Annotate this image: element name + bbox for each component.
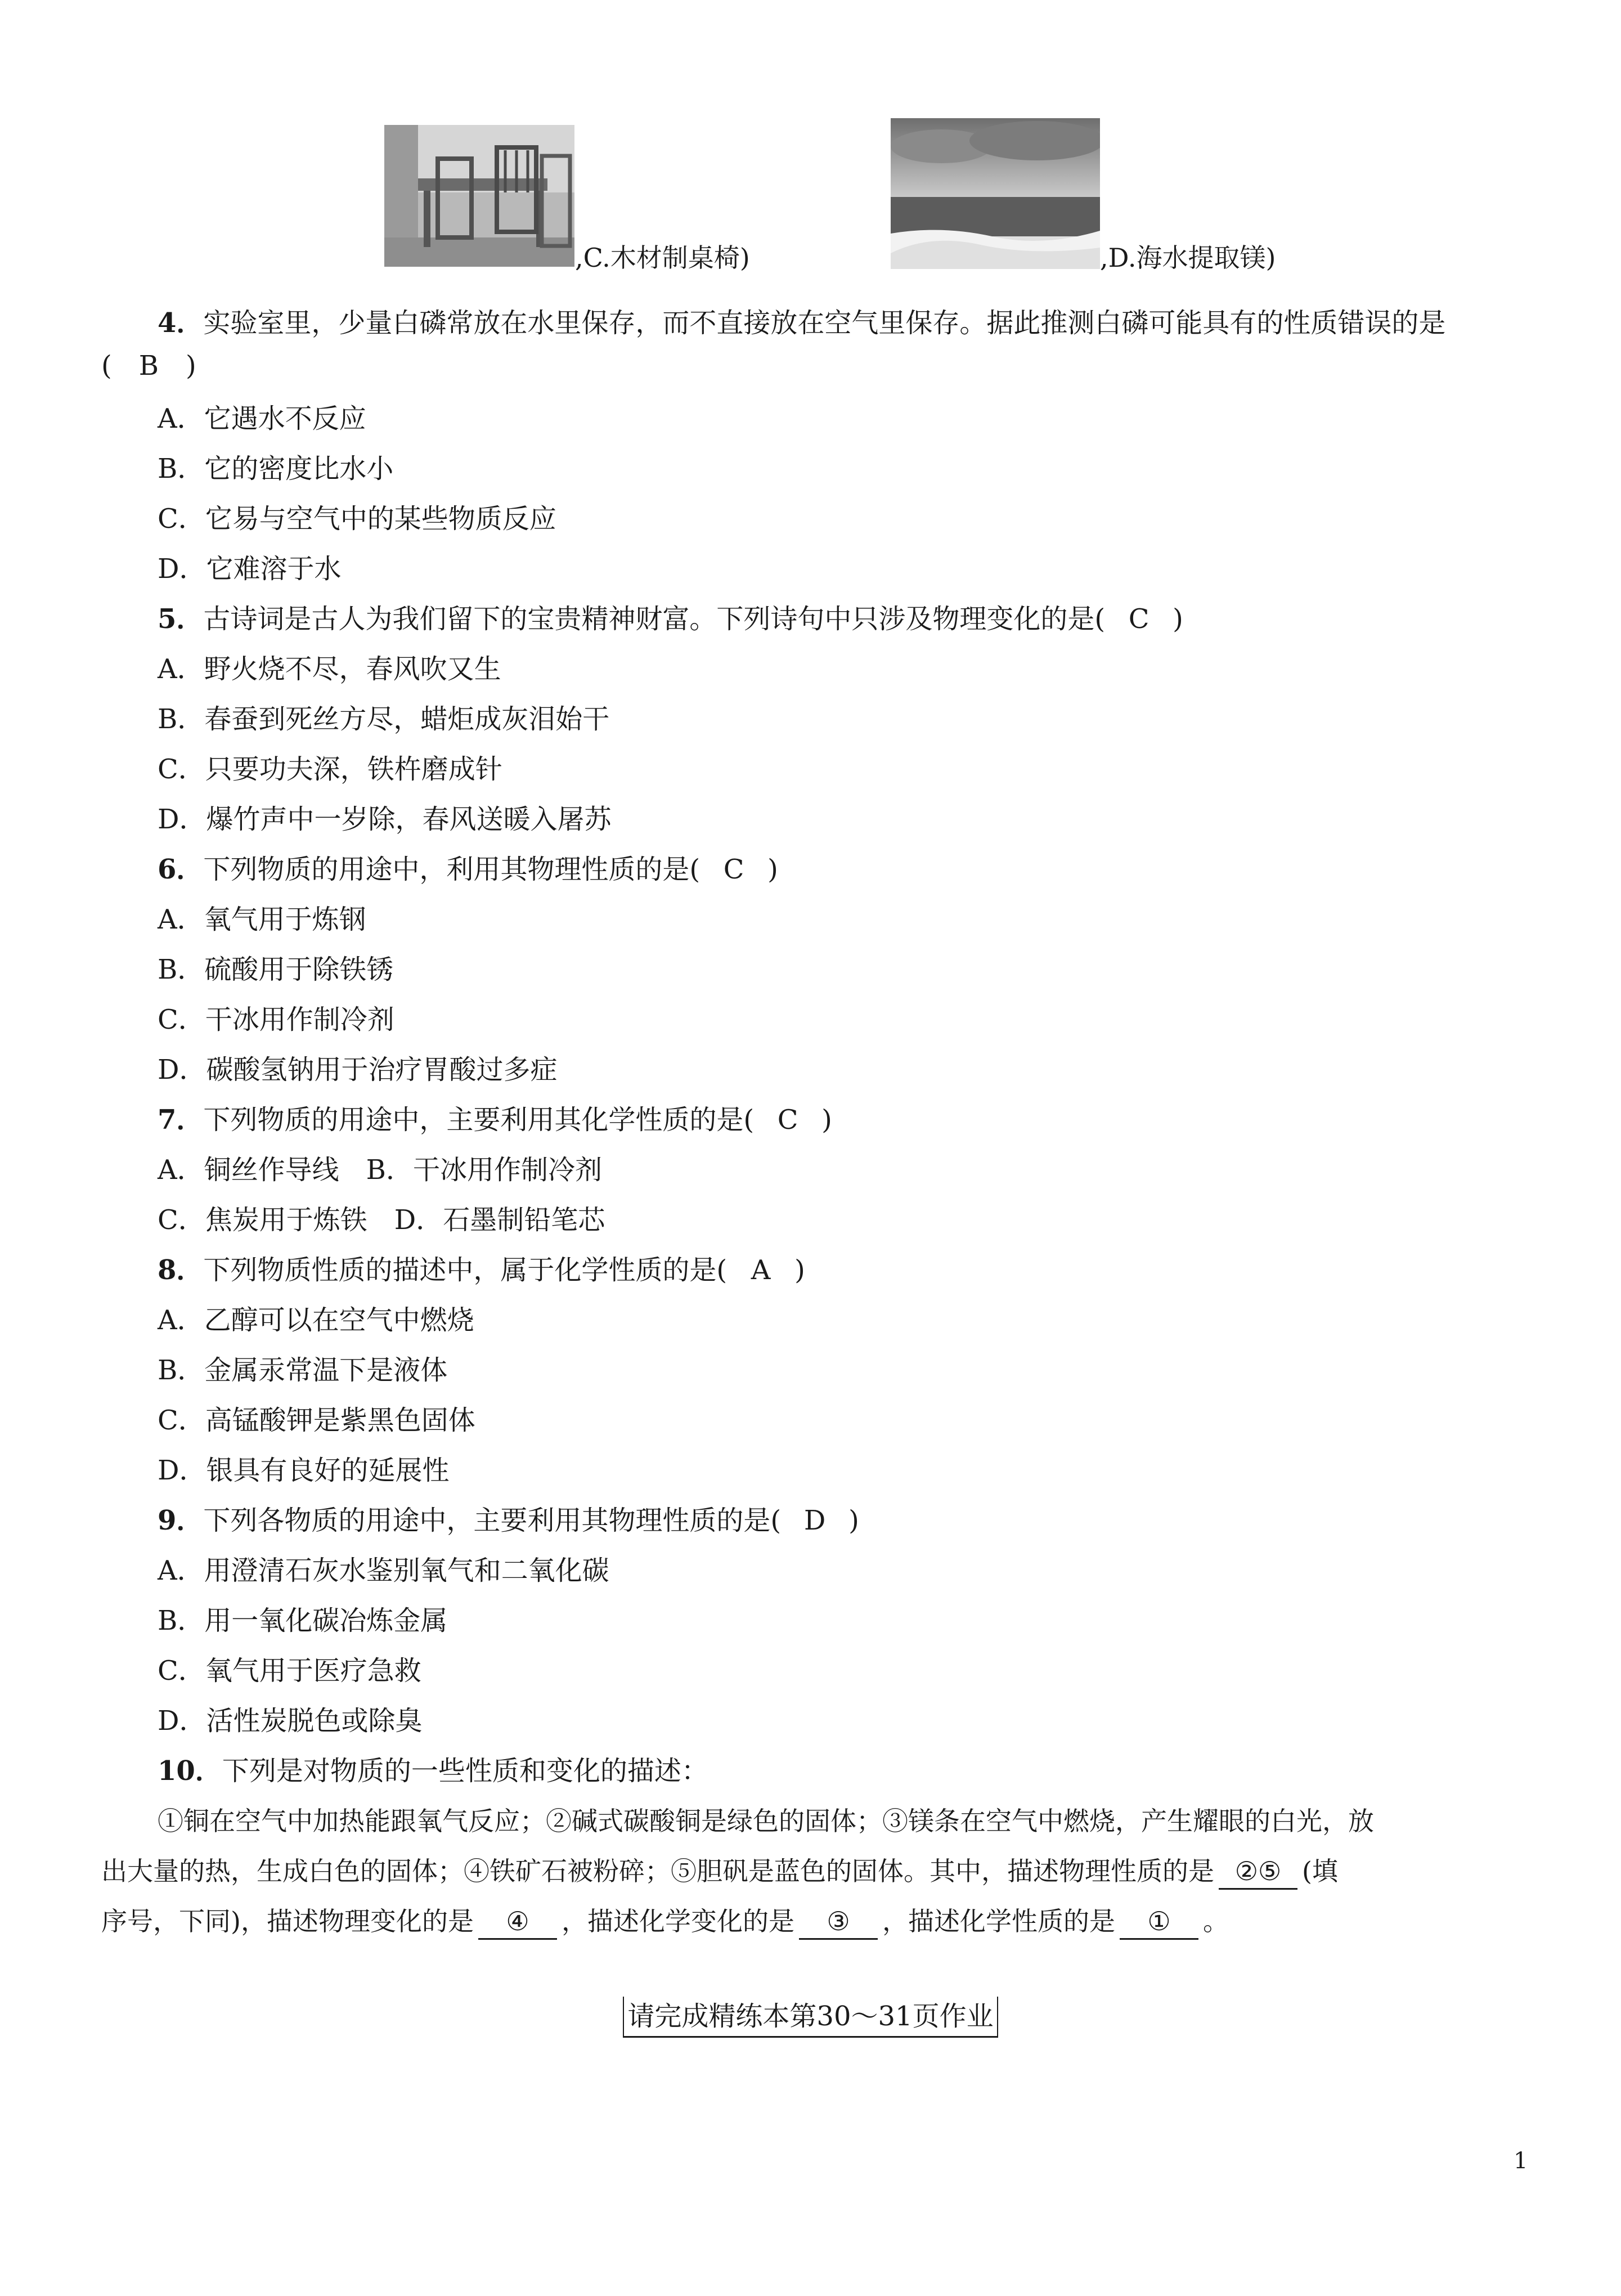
q6-option-d: D．碳酸氢钠用于治疗胃酸过多症 <box>158 1054 558 1086</box>
q6-number: 6． <box>158 854 204 885</box>
q8-close: ) <box>794 1254 805 1286</box>
q10-stem-line <box>158 1746 1531 1796</box>
sea-image <box>891 118 1100 269</box>
q10-line-3-b: ，描述化学变化的是 <box>561 1906 794 1936</box>
q10-line-3-d: 。 <box>1202 1906 1229 1936</box>
q4-stem: 实验室里，少量白磷常放在水里保存，而不直接放在空气里保存。据此推测白磷可能具有的性质错误的是 <box>203 307 1446 339</box>
image-d-caption: ,D.海水提取镁) <box>1100 243 1276 273</box>
q5-answer: C <box>1128 603 1149 635</box>
q10-blank-physical-change: ④ <box>478 1904 557 1940</box>
q4-option-d: D．它难溶于水 <box>158 553 342 585</box>
q6-stem-line <box>158 845 1531 894</box>
q10-blank-chemical-property: ① <box>1120 1904 1198 1940</box>
q7-close: ) <box>821 1104 832 1136</box>
q10-blank-physical-property: ②⑤ <box>1219 1854 1297 1890</box>
q4-number: 4． <box>158 307 204 339</box>
q6-option-a: A．氧气用于炼钢 <box>158 904 366 935</box>
q6-close: ) <box>767 854 778 885</box>
q6-stem: 下列物质的用途中，利用其物理性质的是( <box>203 854 701 885</box>
q10-stem: 下列是对物质的一些性质和变化的描述： <box>222 1755 708 1787</box>
q4-option-b: B．它的密度比水小 <box>158 453 394 485</box>
q7-options-ab: A．铜丝作导线 B．干冰用作制冷剂 <box>158 1154 602 1186</box>
q4-answer-line: ( B ) <box>101 350 196 382</box>
q9-stem: 下列各物质的用途中，主要利用其物理性质的是( <box>203 1505 782 1536</box>
q10-line-3-c: ，描述化学性质的是 <box>882 1906 1115 1936</box>
q7-answer: C <box>777 1104 798 1136</box>
seawater-photo <box>891 118 1100 269</box>
q6-answer: C <box>723 854 744 885</box>
q5-option-d: D．爆竹声中一岁除，春风送暖入屠苏 <box>158 804 612 835</box>
q9-option-a: A．用澄清石灰水鉴别氧气和二氧化碳 <box>158 1555 609 1586</box>
image-c-caption: ,C.木材制桌椅) <box>575 243 750 273</box>
q7-stem: 下列物质的用途中，主要利用其化学性质的是( <box>203 1104 755 1136</box>
q10-blank-chemical-change: ③ <box>799 1904 878 1940</box>
q9-close: ) <box>848 1505 859 1536</box>
q10-line-3-a: 序号，下同)，描述物理变化的是 <box>101 1906 474 1936</box>
q8-option-d: D．银具有良好的延展性 <box>158 1455 450 1486</box>
furniture-image <box>384 125 574 267</box>
q9-option-c: C．氧气用于医疗急救 <box>158 1655 421 1687</box>
q10-line-2 <box>101 1846 1531 1896</box>
q4-stem-line <box>158 298 1531 348</box>
q4-option-c: C．它易与空气中的某些物质反应 <box>158 503 556 535</box>
homework-text: 请完成精练本第30～31页作业 <box>623 1997 998 2038</box>
q8-option-a: A．乙醇可以在空气中燃烧 <box>158 1304 474 1336</box>
q8-stem-line <box>158 1245 1531 1295</box>
q9-option-d: D．活性炭脱色或除臭 <box>158 1705 423 1737</box>
q8-option-c: C．高锰酸钾是紫黑色固体 <box>158 1405 475 1436</box>
wooden-furniture-photo <box>384 125 574 267</box>
q9-stem-line <box>158 1496 1531 1545</box>
q5-option-a: A．野火烧不尽，春风吹又生 <box>158 653 501 685</box>
q9-answer: D <box>803 1505 826 1536</box>
q5-stem-line <box>158 594 1531 644</box>
q5-option-c: C．只要功夫深，铁杵磨成针 <box>158 754 502 785</box>
q7-number: 7． <box>158 1104 204 1136</box>
q5-option-b: B．春蚕到死丝方尽，蜡炬成灰泪始干 <box>158 703 610 735</box>
q4-option-a: A．它遇水不反应 <box>158 403 366 434</box>
q7-options-cd: C．焦炭用于炼铁 D．石墨制铅笔芯 <box>158 1204 605 1236</box>
q7-stem-line <box>158 1095 1531 1145</box>
q10-number: 10． <box>158 1755 222 1787</box>
q10-line-3 <box>101 1896 1531 1946</box>
q10-line-1: ①铜在空气中加热能跟氧气反应；②碱式碳酸铜是绿色的固体；③镁条在空气中燃烧，产生耀眼的白光，放 <box>158 1806 1374 1836</box>
q9-option-b: B．用一氧化碳冶炼金属 <box>158 1605 448 1636</box>
q5-close: ) <box>1173 603 1183 635</box>
q6-option-b: B．硫酸用于除铁锈 <box>158 954 394 985</box>
q10-line-2-end: (填 <box>1302 1856 1338 1886</box>
page-number: 1 <box>1514 2148 1528 2174</box>
q9-number: 9． <box>158 1505 204 1536</box>
q8-stem: 下列物质性质的描述中，属于化学性质的是( <box>203 1254 728 1286</box>
q5-stem: 古诗词是古人为我们留下的宝贵精神财富。下列诗句中只涉及物理变化的是( <box>203 603 1106 635</box>
homework-note <box>0 1997 1621 2038</box>
q10-line-2-text: 出大量的热，生成白色的固体；④铁矿石被粉碎；⑤胆矾是蓝色的固体。其中，描述物理性质的是 <box>101 1856 1214 1886</box>
q8-option-b: B．金属汞常温下是液体 <box>158 1355 448 1386</box>
q8-number: 8． <box>158 1254 204 1286</box>
q5-number: 5． <box>158 603 204 635</box>
q8-answer: A <box>751 1254 771 1286</box>
q6-option-c: C．干冰用作制冷剂 <box>158 1004 394 1035</box>
